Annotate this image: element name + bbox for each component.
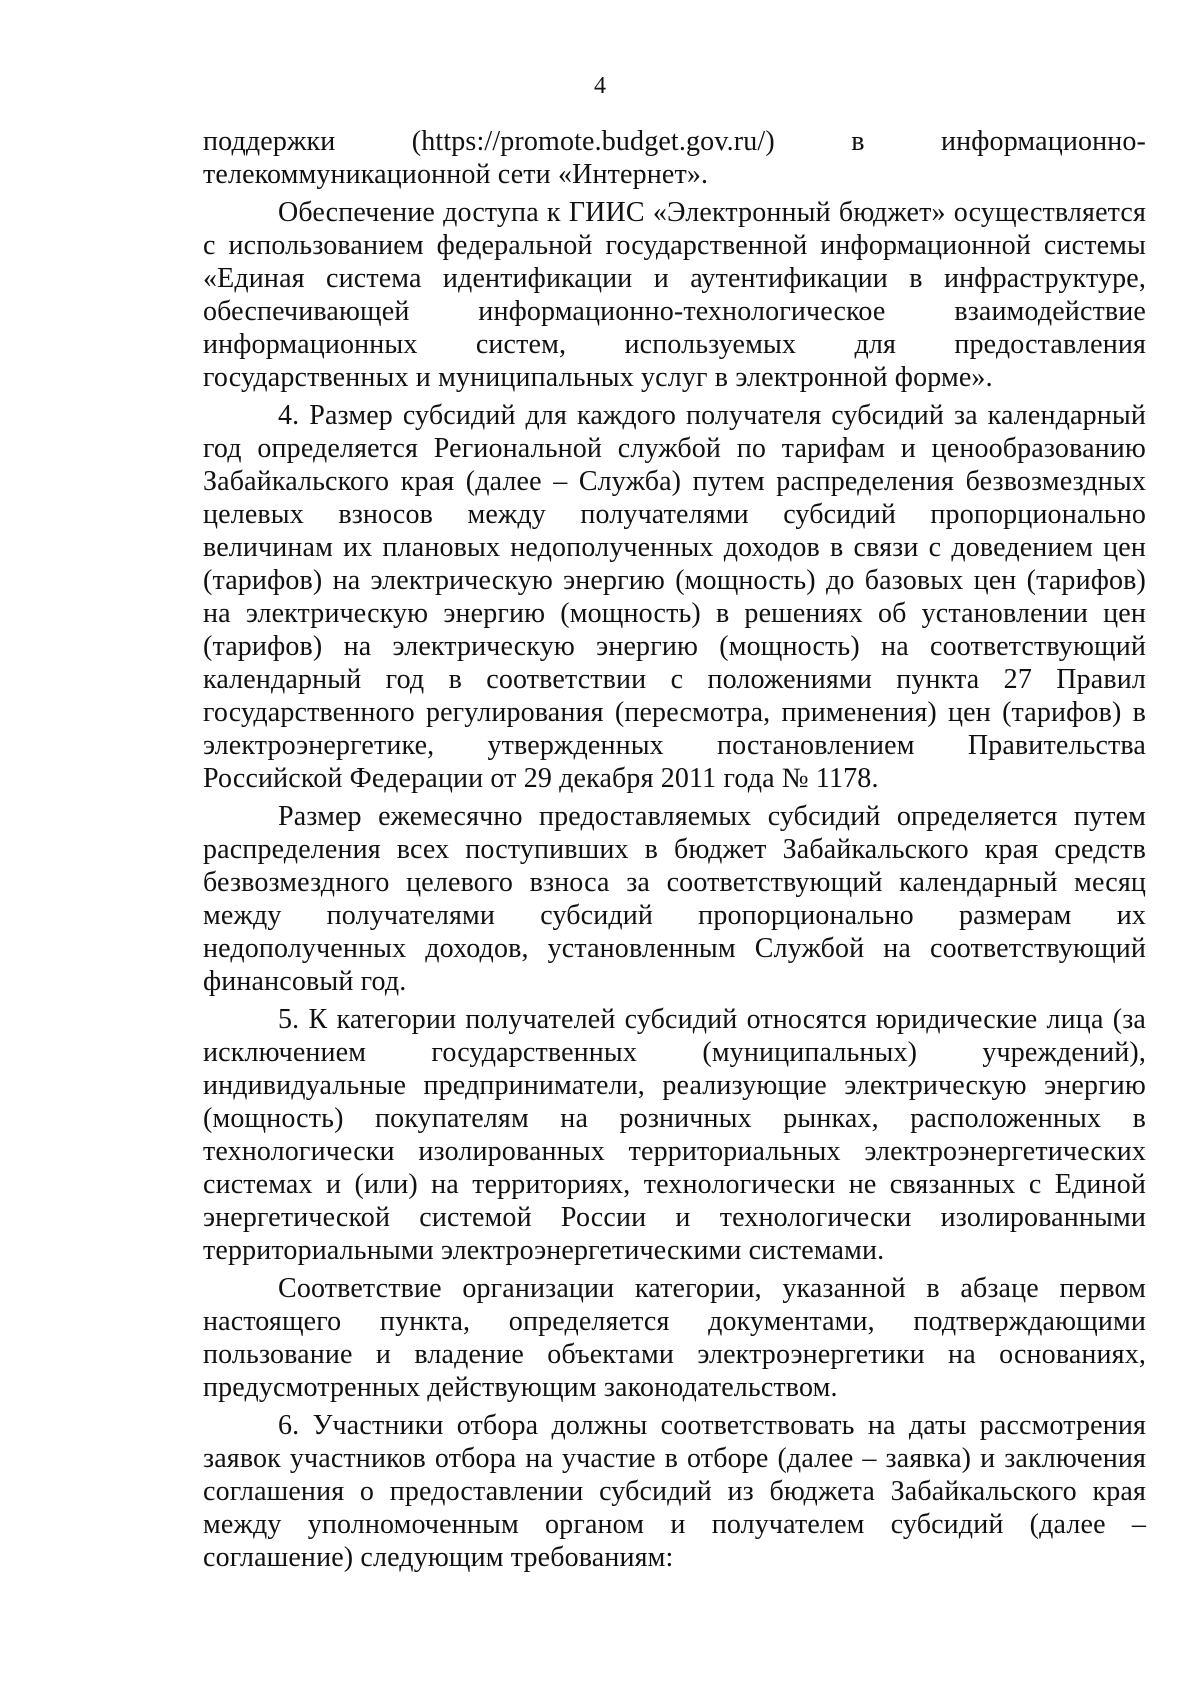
page-number: 4 xyxy=(594,73,606,99)
paragraph-item-6: 6. Участники отбора должны соответствовать на даты рассмотрения заявок участников отбора на участие в отборе (далее – заявка) и заключения соглашения о предоставлении субсидий из бюджета Забайкальского края между уполномоченным органом и получателем субсидий (далее – соглашение) следующим требованиям: xyxy=(203,1410,1146,1573)
paragraph-continuation: поддержки (https://promote.budget.gov.ru/) в информационно-телекоммуникационной сети «Интернет». xyxy=(203,126,1147,190)
document-body xyxy=(203,125,1146,1574)
paragraph-access: Обеспечение доступа к ГИИС «Электронный бюджет» осуществляется с использованием федеральной государственной информационной системы «Единая система идентификации и аутентификации в инфраструктуре, обеспечивающей информационно-технологическое взаимодействие информационных систем, используемых для предоставления государственных и муниципальных услуг в электронной форме». xyxy=(203,197,1146,393)
paragraph-item-5: 5. К категории получателей субсидий относятся юридические лица (за исключением государственных (муниципальных) учреждений), индивидуальные предприниматели, реализующие электрическую энергию (мощность) покупателям на розничных рынках, расположенных в технологически изолированных территориальных электроэнергетических системах и (или) на территориях, технологически не связанных с Единой энергетической системой России и технологически изолированными территориальными электроэнергетическими системами. xyxy=(203,1004,1146,1266)
paragraph-compliance: Соответствие организации категории, указанной в абзаце первом настоящего пункта, определяется документами, подтверждающими пользование и владение объектами электроэнергетики на основаниях, предусмотренных действующим законодательством. xyxy=(203,1273,1146,1403)
paragraph-item-4: 4. Размер субсидий для каждого получателя субсидий за календарный год определяется Региональной службой по тарифам и ценообразованию Забайкальского края (далее – Служба) путем распределения безвозмездных целевых взносов между получателями субсидий пропорционально величинам их плановых недополученных доходов в связи с доведением цен (тарифов) на электрическую энергию (мощность) до базовых цен (тарифов) на электрическую энергию (мощность) в решениях об установлении цен (тарифов) на электрическую энергию (мощность) на соответствующий календарный год в соответствии с положениями пункта 27 Правил государственного регулирования (пересмотра, применения) цен (тарифов) в электроэнергетике, утвержденных постановлением Правительства Российской Федерации от 29 декабря 2011 года № 1178. xyxy=(203,400,1146,794)
paragraph-monthly-subsidy: Размер ежемесячно предоставляемых субсидий определяется путем распределения всех поступивших в бюджет Забайкальского края средств безвозмездного целевого взноса за соответствующий календарный месяц между получателями субсидий пропорционально размерам их недополученных доходов, установленным Службой на соответствующий финансовый год. xyxy=(203,801,1146,997)
